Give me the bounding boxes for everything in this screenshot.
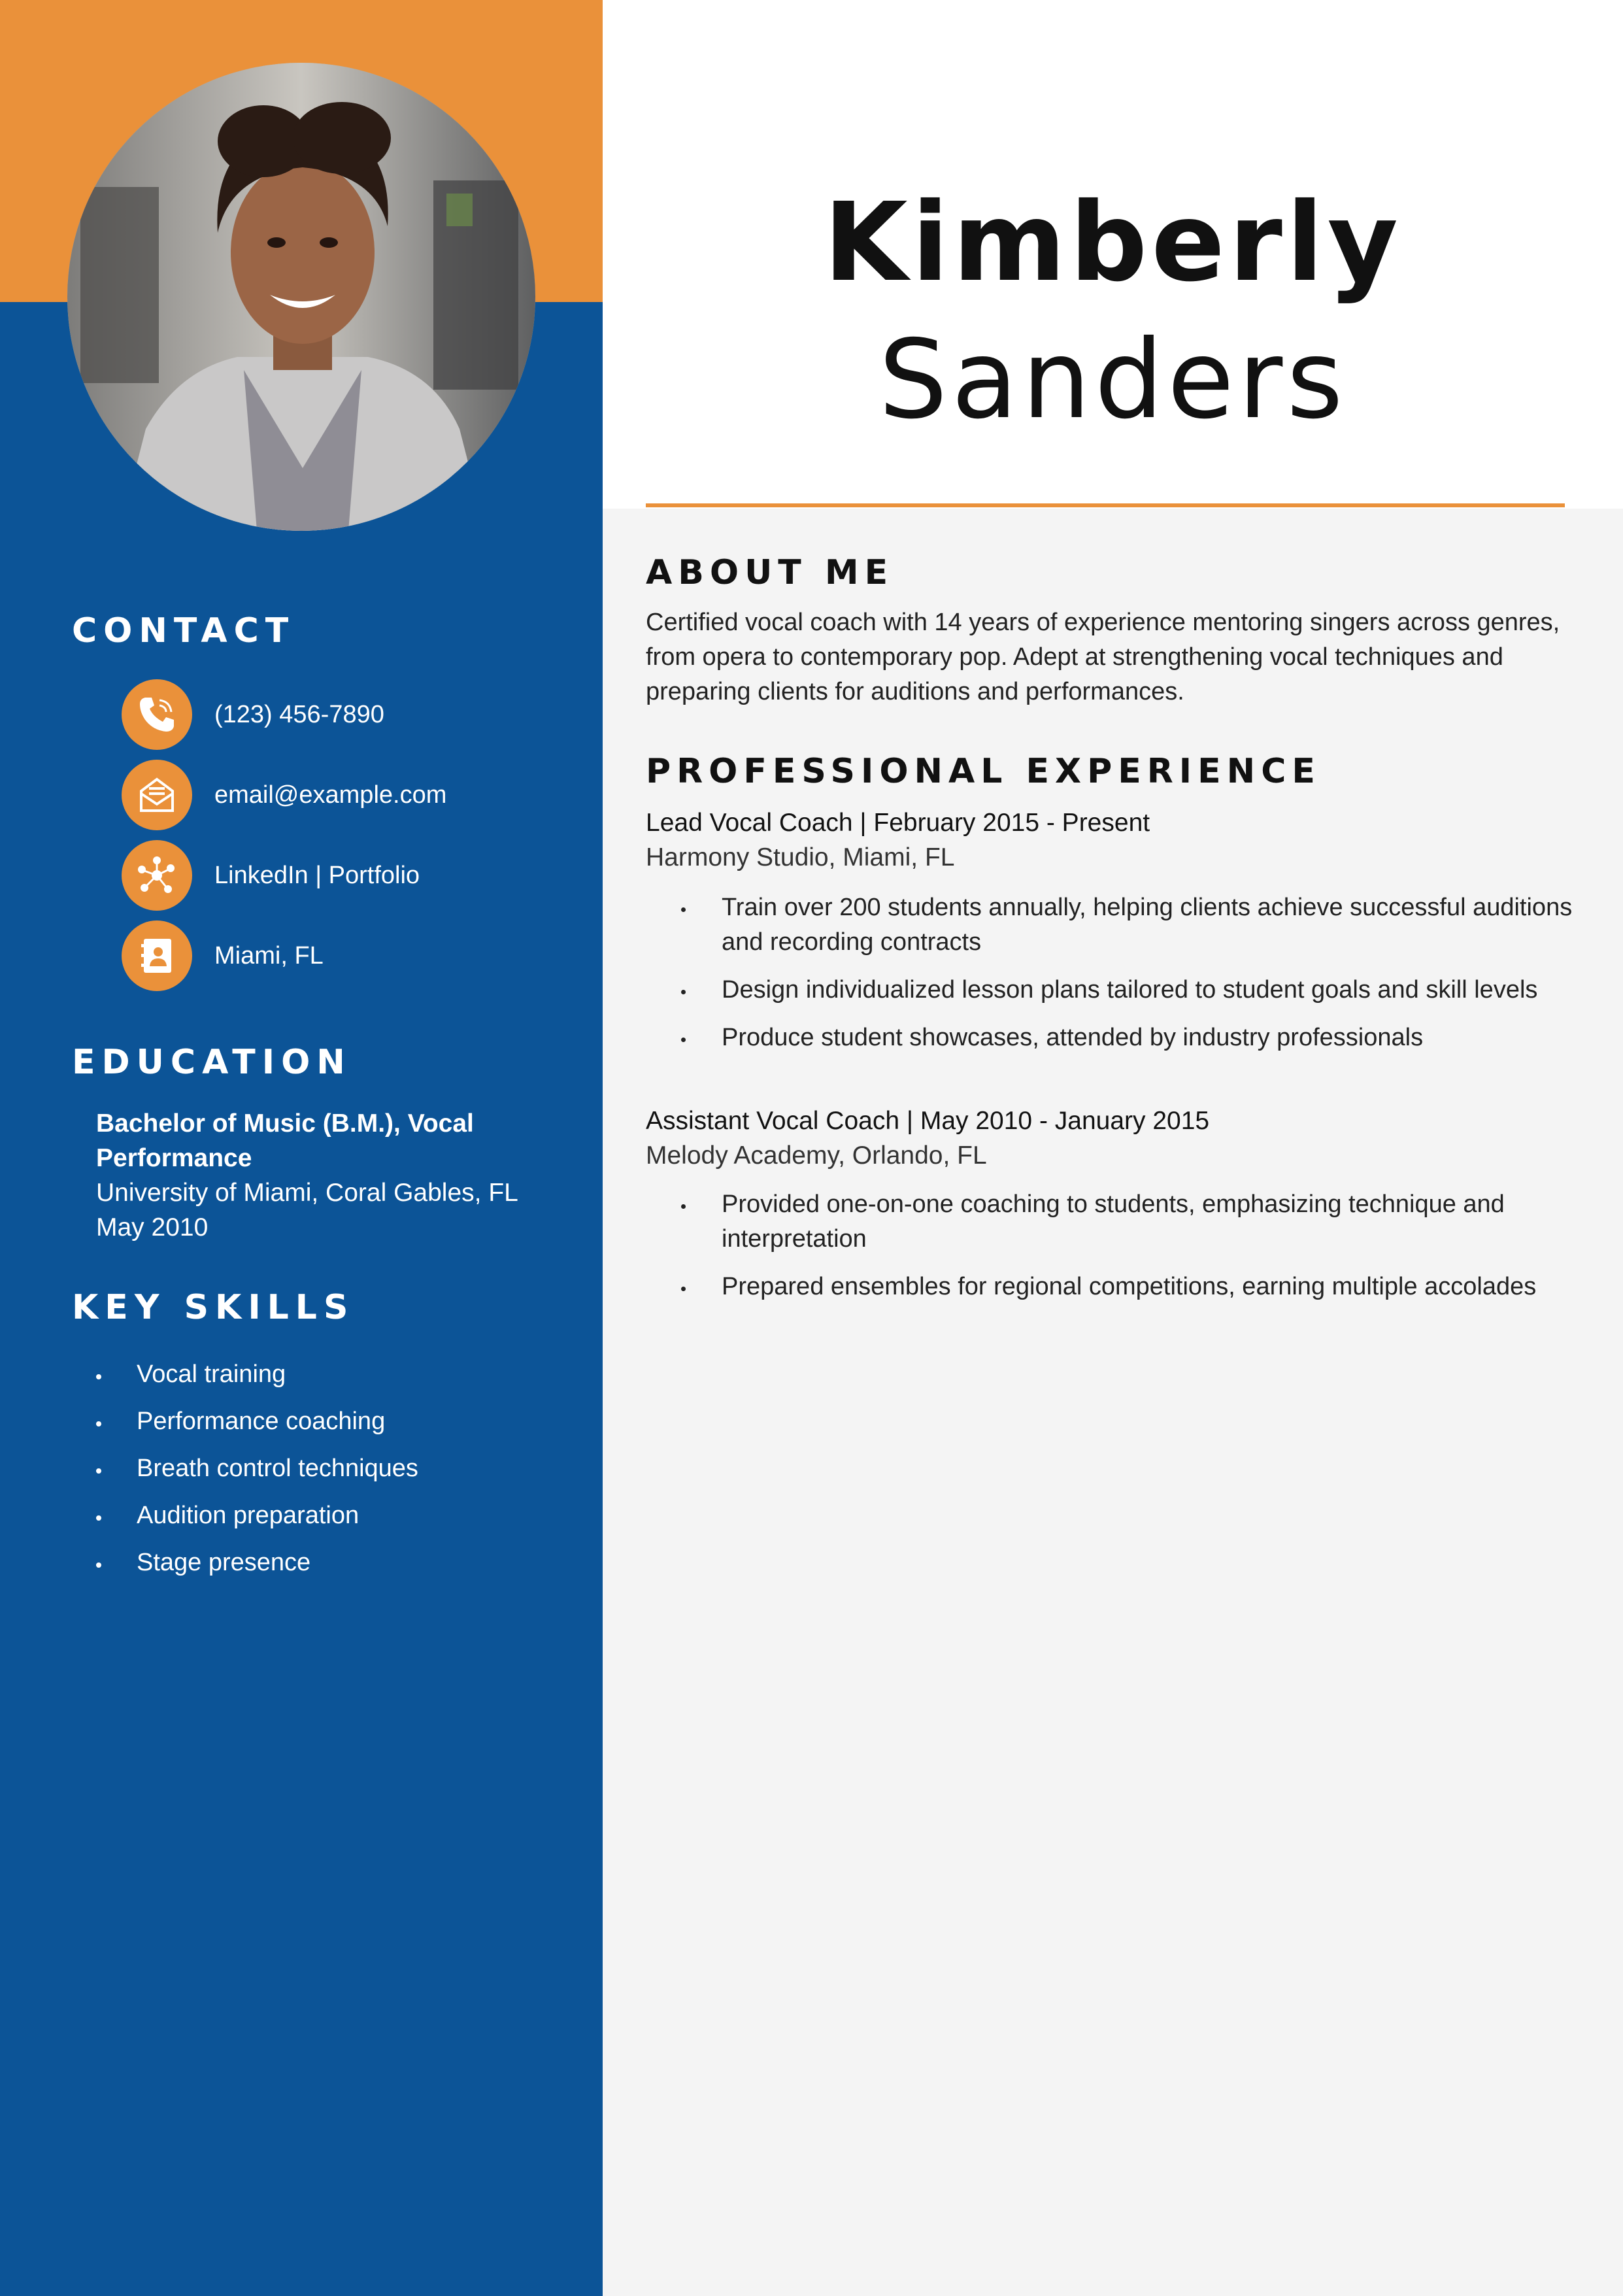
about-heading: ABOUT ME — [646, 553, 894, 592]
contact-links-text[interactable]: LinkedIn | Portfolio — [214, 861, 420, 889]
job-bullets — [680, 1187, 1582, 1317]
candidate-name — [603, 178, 1623, 446]
education-heading: EDUCATION — [72, 1043, 352, 1082]
job-bullet: Prepared ensembles for regional competitions, earning multiple accolades — [680, 1270, 1582, 1304]
job-bullets — [680, 890, 1582, 1068]
contact-email-text[interactable]: email@example.com — [214, 781, 447, 809]
job-bullet: Design individualized lesson plans tailored to student goals and skill levels — [680, 973, 1582, 1007]
email-icon — [122, 760, 192, 830]
skill-item: Vocal training — [96, 1355, 418, 1402]
education-school: University of Miami, Coral Gables, FL — [96, 1179, 518, 1207]
contact-location — [122, 920, 324, 992]
skill-item: Stage presence — [96, 1543, 418, 1590]
phone-icon — [122, 679, 192, 750]
profile-photo — [67, 63, 535, 531]
contact-links[interactable] — [122, 839, 420, 911]
job-title: Assistant Vocal Coach | May 2010 - January 2015 — [646, 1107, 1210, 1135]
education-degree: Bachelor of Music (B.M.), Vocal Performance — [96, 1109, 474, 1172]
skill-item: Performance coaching — [96, 1402, 418, 1449]
last-name: Sanders — [878, 317, 1347, 443]
skills-list — [96, 1355, 418, 1590]
skill-item: Breath control techniques — [96, 1449, 418, 1496]
contact-heading: CONTACT — [72, 611, 295, 650]
network-icon — [122, 840, 192, 911]
education-entry — [96, 1106, 580, 1245]
skill-item: Audition preparation — [96, 1496, 418, 1543]
job-title: Lead Vocal Coach | February 2015 - Present — [646, 809, 1150, 837]
job-company: Harmony Studio, Miami, FL — [646, 843, 955, 871]
contact-phone — [122, 679, 384, 751]
education-date: May 2010 — [96, 1213, 209, 1241]
job-bullet: Produce student showcases, attended by industry professionals — [680, 1021, 1582, 1055]
job-bullet: Train over 200 students annually, helping clients achieve successful auditions and recording contracts — [680, 890, 1582, 960]
contact-location-text: Miami, FL — [214, 941, 324, 970]
experience-heading: PROFESSIONAL EXPERIENCE — [646, 752, 1321, 791]
contact-email[interactable] — [122, 759, 446, 831]
job-bullet: Provided one-on-one coaching to students, emphasizing technique and interpretation — [680, 1187, 1582, 1257]
header-divider — [646, 503, 1565, 507]
job-company: Melody Academy, Orlando, FL — [646, 1141, 987, 1170]
skills-heading: KEY SKILLS — [72, 1288, 355, 1327]
about-text: Certified vocal coach with 14 years of experience mentoring singers across genres, from opera to contemporary pop. Adept at strengthening vocal techniques and preparing clients for auditions and performances. — [646, 609, 1560, 705]
address-book-icon — [122, 920, 192, 991]
first-name: Kimberly — [824, 180, 1402, 306]
contact-phone-text: (123) 456-7890 — [214, 700, 384, 728]
